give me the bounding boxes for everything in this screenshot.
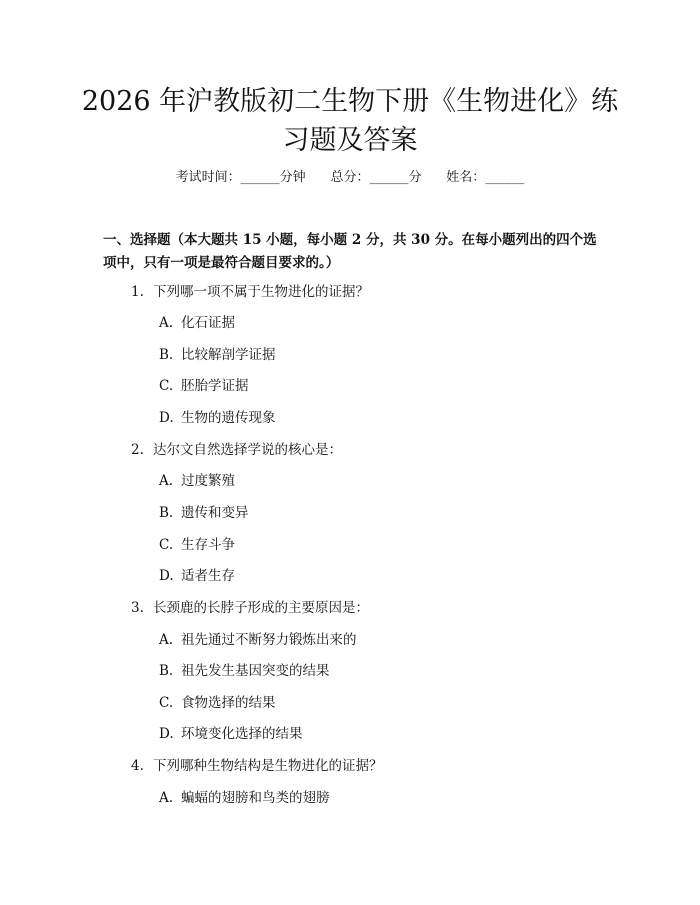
option-letter: B.	[159, 505, 174, 521]
question-2	[131, 440, 342, 460]
total-score-label: 总分：______分	[330, 170, 422, 185]
question-1-option-a	[159, 313, 235, 333]
option-letter: A.	[159, 473, 174, 489]
option-text: 环境变化选择的结果	[181, 726, 303, 742]
question-text: 下列哪一项不属于生物进化的证据？	[153, 284, 369, 300]
question-2-option-b	[159, 503, 249, 523]
question-3-option-a	[159, 630, 357, 650]
student-name-label: 姓名：______	[446, 170, 525, 185]
question-3-option-c	[159, 693, 276, 713]
question-4	[131, 756, 383, 776]
question-3-option-d	[159, 724, 303, 744]
exam-meta	[0, 168, 700, 188]
question-1	[131, 282, 369, 302]
option-letter: D.	[159, 410, 174, 426]
section-heading-line-1: 一、选择题（本大题共 15 小题，每小题 2 分，共 30 分。在每小题列出的四个选	[103, 232, 597, 248]
question-2-option-d	[159, 566, 235, 586]
question-1-option-d	[159, 408, 276, 428]
question-number: 2.	[131, 442, 144, 458]
question-1-option-b	[159, 345, 276, 365]
exam-time-label: 考试时间：______分钟	[175, 170, 306, 185]
option-letter: C.	[159, 695, 174, 711]
option-letter: D.	[159, 568, 174, 584]
question-2-option-c	[159, 535, 235, 555]
option-text: 生存斗争	[181, 537, 235, 553]
option-letter: A.	[159, 315, 174, 331]
option-letter: C.	[159, 378, 174, 394]
option-text: 比较解剖学证据	[181, 347, 276, 363]
option-text: 生物的遗传现象	[181, 410, 276, 426]
option-text: 遗传和变异	[181, 505, 249, 521]
option-text: 化石证据	[181, 315, 235, 331]
option-letter: D.	[159, 726, 174, 742]
option-text: 食物选择的结果	[181, 695, 276, 711]
question-3-option-b	[159, 661, 330, 681]
option-letter: B.	[159, 663, 174, 679]
option-letter: A.	[159, 632, 174, 648]
page-title-line-2: 习题及答案	[282, 125, 418, 156]
question-2-option-a	[159, 471, 235, 491]
option-text: 过度繁殖	[181, 473, 235, 489]
option-text: 祖先通过不断努力锻炼出来的	[181, 632, 357, 648]
option-text: 适者生存	[181, 568, 235, 584]
option-text: 胚胎学证据	[181, 378, 249, 394]
question-text: 达尔文自然选择学说的核心是：	[153, 442, 342, 458]
question-number: 1.	[131, 284, 144, 300]
question-text: 长颈鹿的长脖子形成的主要原因是：	[153, 600, 369, 616]
question-text: 下列哪种生物结构是生物进化的证据？	[153, 758, 383, 774]
option-text: 蝙蝠的翅膀和鸟类的翅膀	[181, 790, 330, 806]
question-number: 3.	[131, 600, 144, 616]
option-letter: A.	[159, 790, 174, 806]
question-number: 4.	[131, 758, 144, 774]
option-letter: B.	[159, 347, 174, 363]
question-3	[131, 598, 369, 618]
section-heading-line-2: 项中，只有一项是最符合题目要求的。）	[103, 255, 340, 271]
page-title-line-1: 2026 年沪教版初二生物下册《生物进化》练	[81, 86, 619, 117]
question-1-option-c	[159, 376, 249, 396]
question-4-option-a	[159, 788, 330, 808]
option-text: 祖先发生基因突变的结果	[181, 663, 330, 679]
option-letter: C.	[159, 537, 174, 553]
